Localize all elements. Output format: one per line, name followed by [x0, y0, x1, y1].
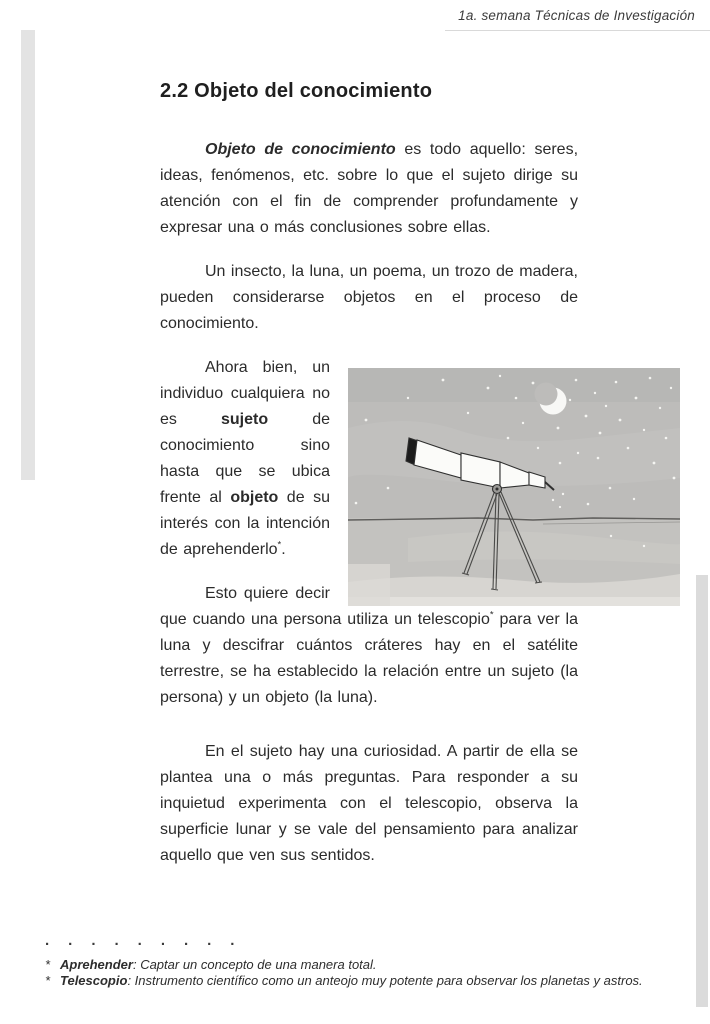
telescope-illustration: [348, 368, 680, 606]
asterisk-icon: *: [45, 972, 51, 988]
scan-artifact-right-bar: [696, 575, 708, 1007]
paragraph-objeto-definicion: [160, 137, 578, 241]
footnote-term: Aprehender: [60, 957, 133, 972]
asterisk-icon: *: [45, 957, 51, 972]
paragraph-text: Esto quiere decir que cuando una persona utiliza un telescopio: [160, 585, 490, 628]
footnote-aprehender: [45, 957, 695, 973]
paragraph-text: de conocimiento sino hasta que se ubica frente al: [160, 411, 330, 506]
paragraph-text: es todo aquello: seres, ideas, fenómenos, etc. sobre lo que el sujeto dirige su atención con el fin de comprender profundamente y expresar una o más conclusiones sobre ellas.: [160, 141, 579, 236]
footnote-marker-aprehender: *: [277, 539, 282, 551]
paragraph-text: de su interés con la intención de aprehenderlo: [160, 489, 330, 558]
footnotes-block: [45, 936, 695, 988]
paragraph-curiosidad: En el sujeto hay una curiosidad. A partir de ella se plantea una o más preguntas. Para responder a su inquietud experimenta con el telescopio, observa la superficie lunar y se vale del pensamiento para analizar aquello que ven sus sentidos.: [160, 743, 578, 864]
section-title: 2.2 Objeto del conocimiento: [160, 80, 433, 102]
term-sujeto: sujeto: [220, 411, 269, 428]
footnote-separator-dots: · · · · · · · · ·: [45, 936, 243, 953]
footnote-text: : Captar un concepto de una manera total.: [132, 957, 377, 972]
paragraph-text: para ver la luna y descifrar cuántos cráteres hay en el satélite terrestre, se ha establecido la relación entre un sujeto (la persona) y un objeto (la luna).: [160, 611, 578, 706]
footnote-term: Telescopio: [60, 972, 128, 988]
footnote-marker-telescopio: *: [489, 609, 494, 621]
running-header: 1a. semana Técnicas de Investigación: [458, 8, 695, 23]
header-rule: [445, 30, 710, 31]
footnote-text: : Instrumento científico como un anteojo muy potente para observar los planetas y astros.: [127, 972, 643, 988]
paragraph-text: Ahora bien, un individuo cualquiera no es: [160, 359, 330, 428]
paragraph-ejemplos-objetos: Un insecto, la luna, un poema, un trozo de madera, pueden considerarse objetos en el proceso de conocimiento.: [160, 263, 578, 332]
paragraph-text: .: [281, 541, 286, 558]
term-objeto: objeto: [230, 489, 279, 506]
footnote-telescopio: [45, 973, 695, 989]
term-objeto-de-conocimiento: Objeto de conocimiento: [205, 141, 396, 158]
scan-artifact-left-bar: [21, 30, 35, 480]
